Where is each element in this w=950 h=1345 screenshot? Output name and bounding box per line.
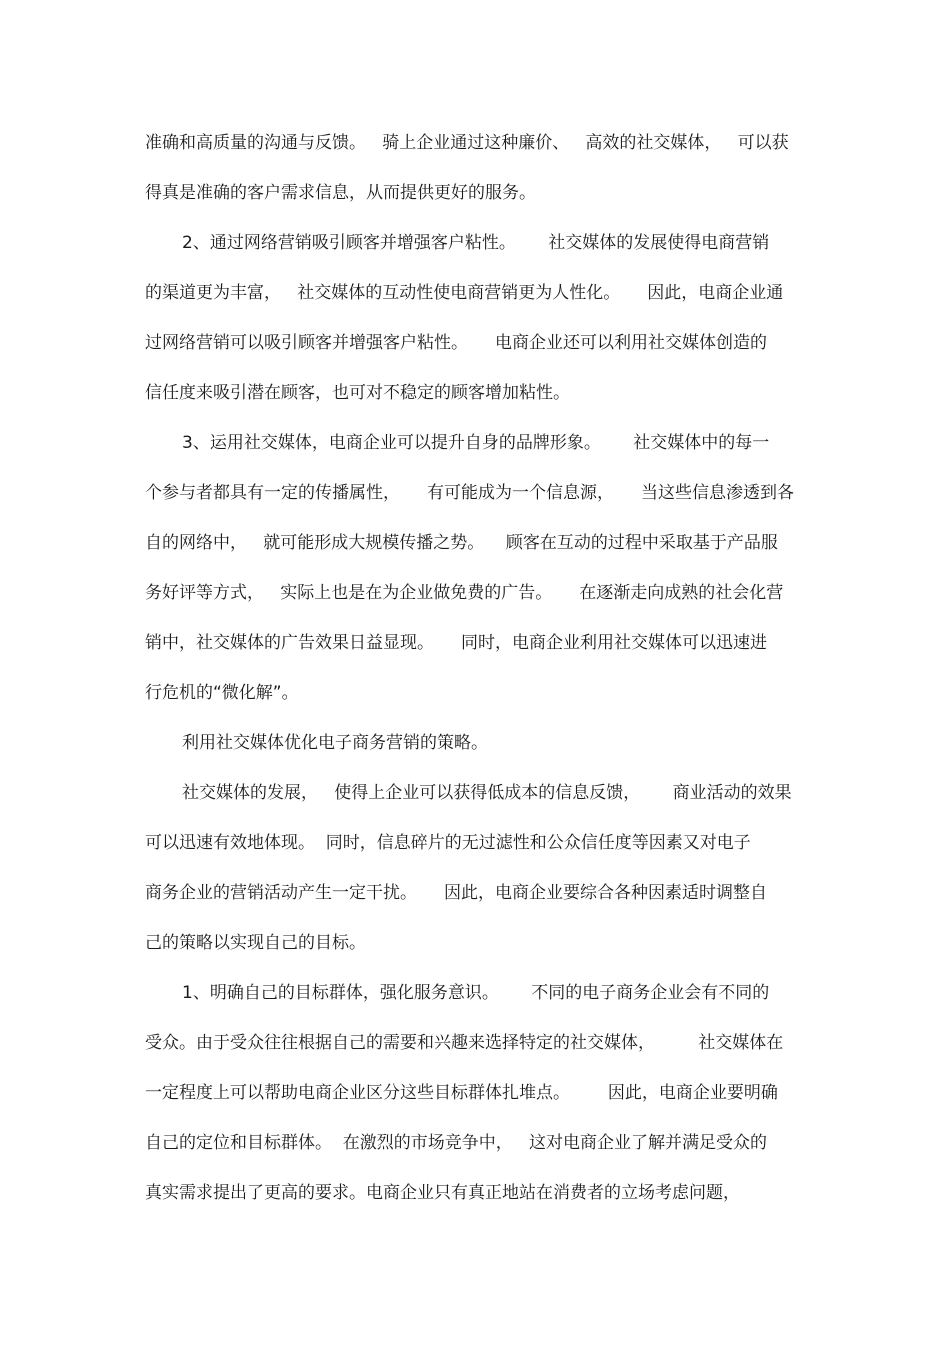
text-line: 销中，社交媒体的广告效果日益显现。 同时，电商企业利用社交媒体可以迅速进 xyxy=(145,633,768,653)
text-line: 得真是准确的客户需求信息，从而提供更好的服务。 xyxy=(145,183,536,203)
text-line: 1、明确自己的目标群体，强化服务意识。 不同的电子商务企业会有不同的 xyxy=(182,983,770,1003)
text-line: 己的策略以实现自己的目标。 xyxy=(145,933,366,953)
text-line: 社交媒体的发展， 使得上企业可以获得低成本的信息反馈， 商业活动的效果 xyxy=(182,783,792,803)
text-line: 真实需求提出了更高的要求。电商企业只有真正地站在消费者的立场考虑问题， xyxy=(145,1183,740,1203)
section-heading: 利用社交媒体优化电子商务营销的策略。 xyxy=(182,733,488,753)
text-line: 的渠道更为丰富， 社交媒体的互动性使电商营销更为人性化。 因此，电商企业通 xyxy=(145,283,784,303)
text-line: 商务企业的营销活动产生一定干扰。 因此，电商企业要综合各种因素适时调整自 xyxy=(145,883,768,903)
text-line: 自己的定位和目标群体。 在激烈的市场竞争中， 这对电商企业了解并满足受众的 xyxy=(145,1133,768,1153)
text-line: 准确和高质量的沟通与反馈。 骑上企业通过这种廉价、 高效的社交媒体， 可以获 xyxy=(145,133,789,153)
text-line: 务好评等方式， 实际上也是在为企业做免费的广告。 在逐渐走向成熟的社会化营 xyxy=(145,583,784,603)
text-line: 2、通过网络营销吸引顾客并增强客户粘性。 社交媒体的发展使得电商营销 xyxy=(182,233,770,253)
text-line: 一定程度上可以帮助电商企业区分这些目标群体扎堆点。 因此，电商企业要明确 xyxy=(145,1083,778,1103)
text-line: 3、运用社交媒体，电商企业可以提升自身的品牌形象。 社交媒体中的每一 xyxy=(182,433,770,453)
text-line: 自的网络中， 就可能形成大规模传播之势。 顾客在互动的过程中采取基于产品服 xyxy=(145,533,778,553)
text-line: 可以迅速有效地体现。 同时，信息碎片的无过滤性和公众信任度等因素又对电子 xyxy=(145,833,751,853)
text-line: 个参与者都具有一定的传播属性， 有可能成为一个信息源， 当这些信息渗透到各 xyxy=(145,483,795,503)
text-line: 受众。由于受众往往根据自己的需要和兴趣来选择特定的社交媒体， 社交媒体在 xyxy=(145,1033,784,1053)
text-line: 行危机的“微化解”。 xyxy=(145,683,299,703)
text-line: 信任度来吸引潜在顾客，也可对不稳定的顾客增加粘性。 xyxy=(145,383,570,403)
text-line: 过网络营销可以吸引顾客并增强客户粘性。 电商企业还可以利用社交媒体创造的 xyxy=(145,333,768,353)
